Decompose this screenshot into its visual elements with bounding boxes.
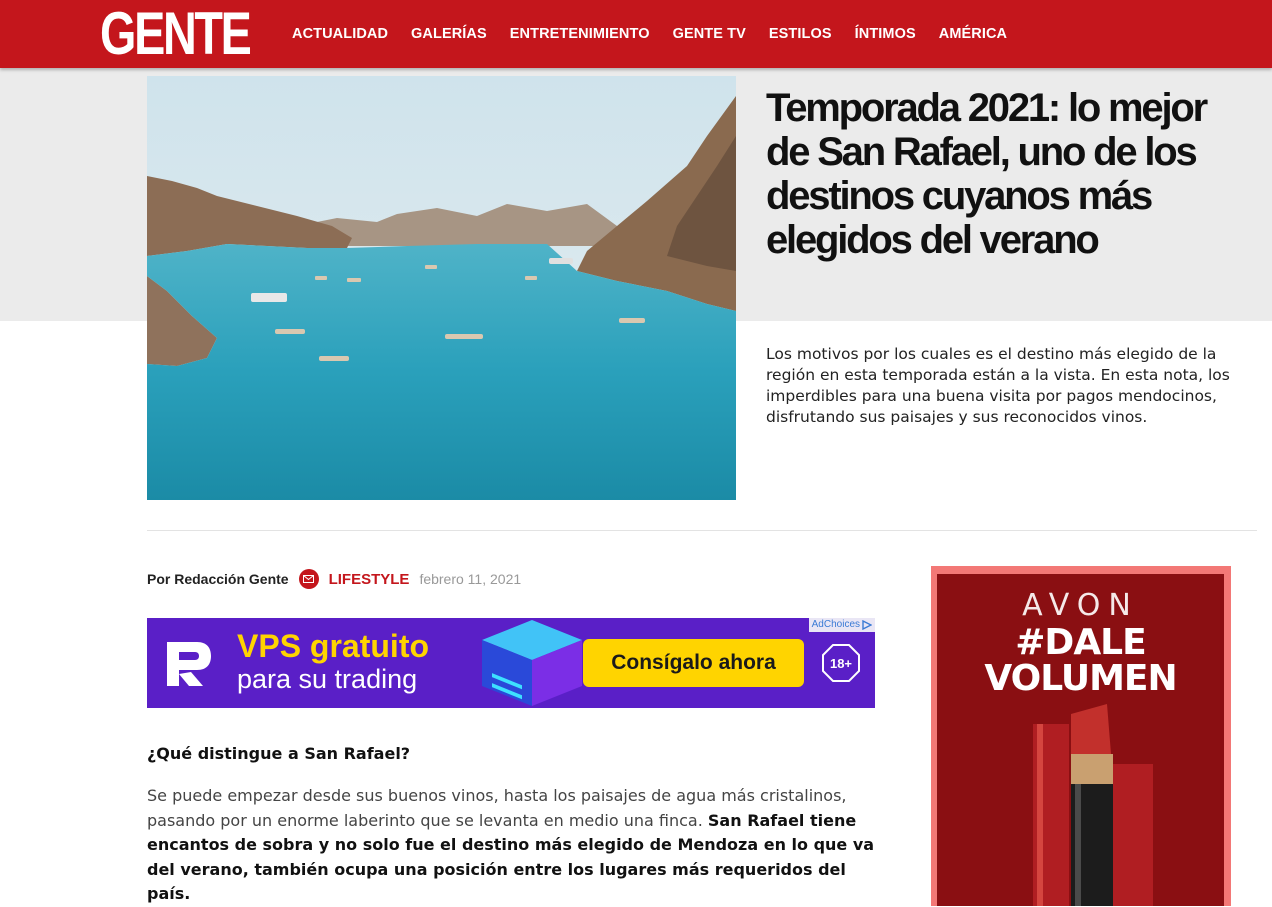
nav-item-america[interactable]: AMÉRICA [938, 26, 1008, 42]
ad-banner[interactable] [147, 618, 875, 708]
paragraph-highlight: San Rafael tiene encantos de sobra y no solo fue el destino más elegido de Mendoza en lo que va del verano, también ocupa una posición entre los lugares más requeridos del país. [147, 810, 875, 903]
side-ad[interactable] [931, 566, 1231, 906]
category-link[interactable]: LIFESTYLE [328, 570, 410, 588]
side-ad-line2: VOLUMEN [984, 658, 1177, 699]
hero-image [147, 76, 736, 500]
nav-item-gente-tv[interactable]: GENTE TV [672, 26, 746, 42]
site-header [0, 0, 1272, 68]
age-restriction-badge [822, 644, 860, 682]
article-paragraph [147, 784, 887, 907]
broker-logo-icon [165, 640, 213, 688]
nav-item-galerias[interactable]: GALERÍAS [411, 26, 487, 42]
article-summary: Los motivos por los cuales es el destino más elegido de la región en esta temporada están a la vista. En esta nota, los imperdibles para una buena visita por pagos mendocinos, disfrutando sus paisajes y sus reconocidos vinos. [766, 345, 1230, 426]
main-nav [292, 0, 1030, 68]
adchoices-icon [862, 620, 872, 630]
age-label: 18+ [829, 655, 853, 671]
nav-item-entretenimiento[interactable]: ENTRETENIMIENTO [509, 26, 650, 42]
lipstick-image [1027, 704, 1167, 906]
paragraph-intro: Se puede empezar desde sus buenos vinos, hasta los paisajes de agua más cristalinos, pasando por un enorme laberinto que se levanta en medio una finca. [147, 786, 847, 830]
site-logo[interactable]: GENTE [100, 0, 250, 67]
side-ad-brand: AVON [1022, 588, 1139, 623]
article-title: Temporada 2021: lo mejor de San Rafael, uno de los destinos cuyanos más elegidos del verano [766, 86, 1206, 262]
ad-cta-button[interactable]: Consígalo ahora [583, 639, 804, 687]
side-ad-line1: #DALE [1015, 622, 1146, 663]
ad-headline: VPS gratuito [237, 628, 430, 664]
adchoices-link[interactable] [809, 618, 875, 632]
nav-item-actualidad[interactable]: ACTUALIDAD [292, 26, 389, 42]
section-divider [147, 530, 1257, 531]
author-link[interactable]: Por Redacción Gente [147, 571, 289, 587]
server-cube-icon [467, 618, 597, 708]
ad-subheadline: para su trading [237, 664, 418, 694]
envelope-icon [299, 569, 319, 589]
side-ad-panel [937, 574, 1224, 906]
publish-date: febrero 11, 2021 [419, 571, 522, 587]
nav-item-estilos[interactable]: ESTILOS [768, 26, 832, 42]
adchoices-label: AdChoices [811, 619, 860, 630]
section-heading: ¿Qué distingue a San Rafael? [147, 744, 411, 763]
nav-item-intimos[interactable]: ÍNTIMOS [854, 26, 916, 42]
article-meta [147, 567, 521, 591]
